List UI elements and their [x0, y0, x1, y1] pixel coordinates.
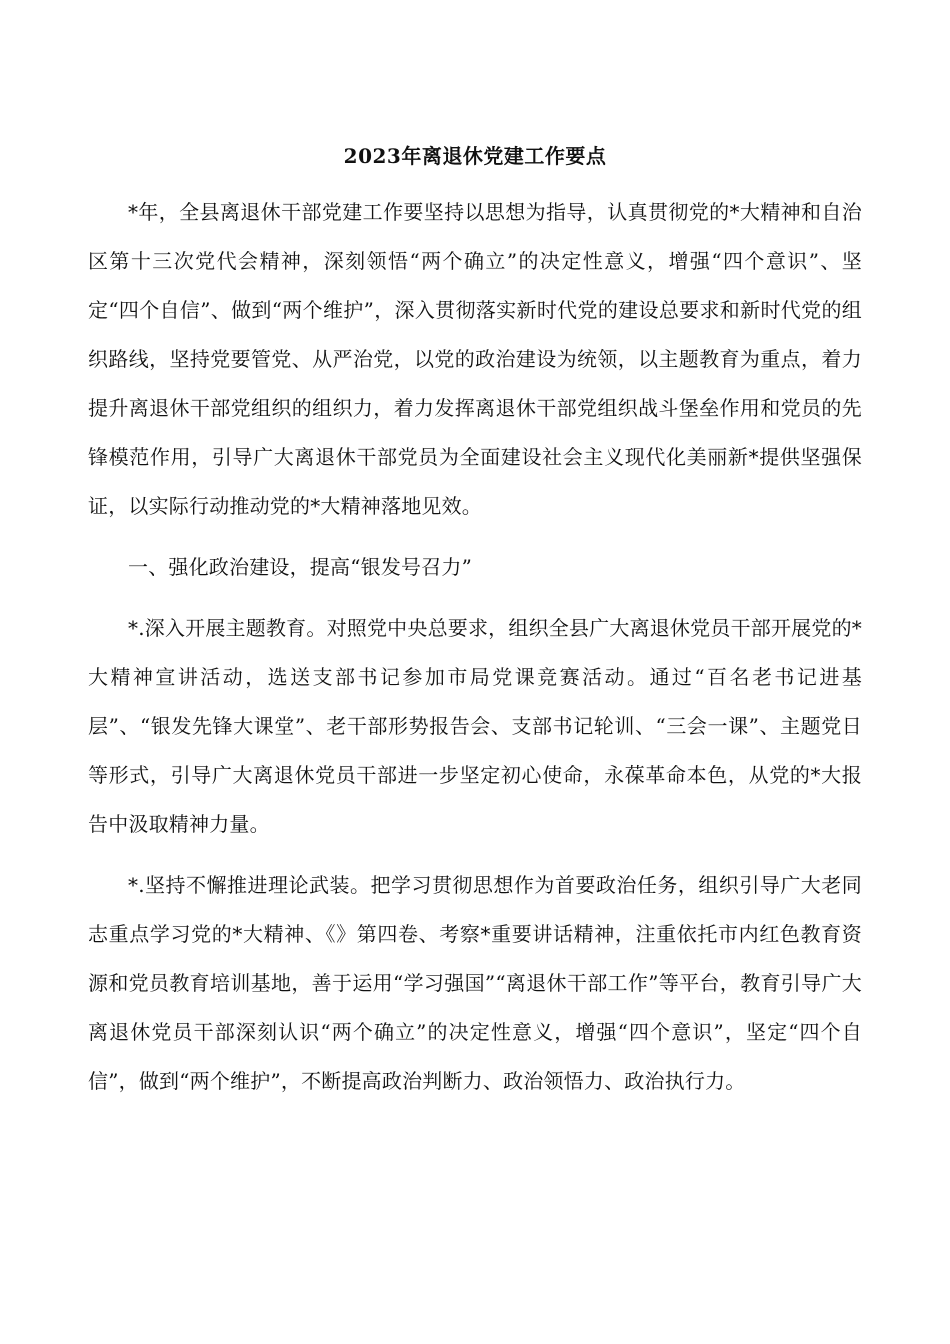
section-heading-1: 一、强化政治建设，提高“银发号召力”: [128, 555, 473, 579]
item-paragraph-1: *.深入开展主题教育。对照党中央总要求，组织全县广大离退休党员干部开展党的*大精神宣讲活动，选送支部书记参加市局党课竞赛活动。通过“百名老书记进基层”、“银发先锋大课堂”、老干部形势报告会、支部书记轮训、“三会一课”、主题党日等形式，引导广大离退休党员干部进一步坚定初心使命，永葆革命本色，从党的*大报告中汲取精神力量。: [88, 616, 862, 836]
paragraph-spacer: [88, 849, 862, 861]
paragraph-spacer: [88, 592, 862, 604]
item-paragraph-2: *.坚持不懈推进理论武装。把学习贯彻思想作为首要政治任务，组织引导广大老同志重点学习党的*大精神、《》第四卷、考察*重要讲话精神，注重依托市内红色教育资源和党员教育培训基地，善于运用“学习强国”“离退休干部工作”等平台，教育引导广大离退休党员干部深刻认识“两个确立”的决定性意义，增强“四个意识”，坚定“四个自信”，做到“两个维护”，不断提高政治判断力、政治领悟力、政治执行力。: [88, 873, 862, 1093]
document-body: [88, 136, 862, 1106]
document-title: 2023年离退休党建工作要点: [343, 144, 607, 168]
title-spacer: [88, 176, 862, 188]
intro-paragraph: *年，全县离退休干部党建工作要坚持以思想为指导，认真贯彻党的*大精神和自治区第十三次党代会精神，深刻领悟“两个确立”的决定性意义，增强“四个意识”、坚定“四个自信”、做到“两个维护”，深入贯彻落实新时代党的建设总要求和新时代党的组织路线，坚持党要管党、从严治党，以党的政治建设为统领，以主题教育为重点，着力提升离退休干部党组织的组织力，着力发挥离退休干部党组织战斗堡垒作用和党员的先锋模范作用，引导广大离退休干部党员为全面建设社会主义现代化美丽新*提供坚强保证，以实际行动推动党的*大精神落地见效。: [88, 200, 862, 518]
paragraph-spacer: [88, 531, 862, 543]
